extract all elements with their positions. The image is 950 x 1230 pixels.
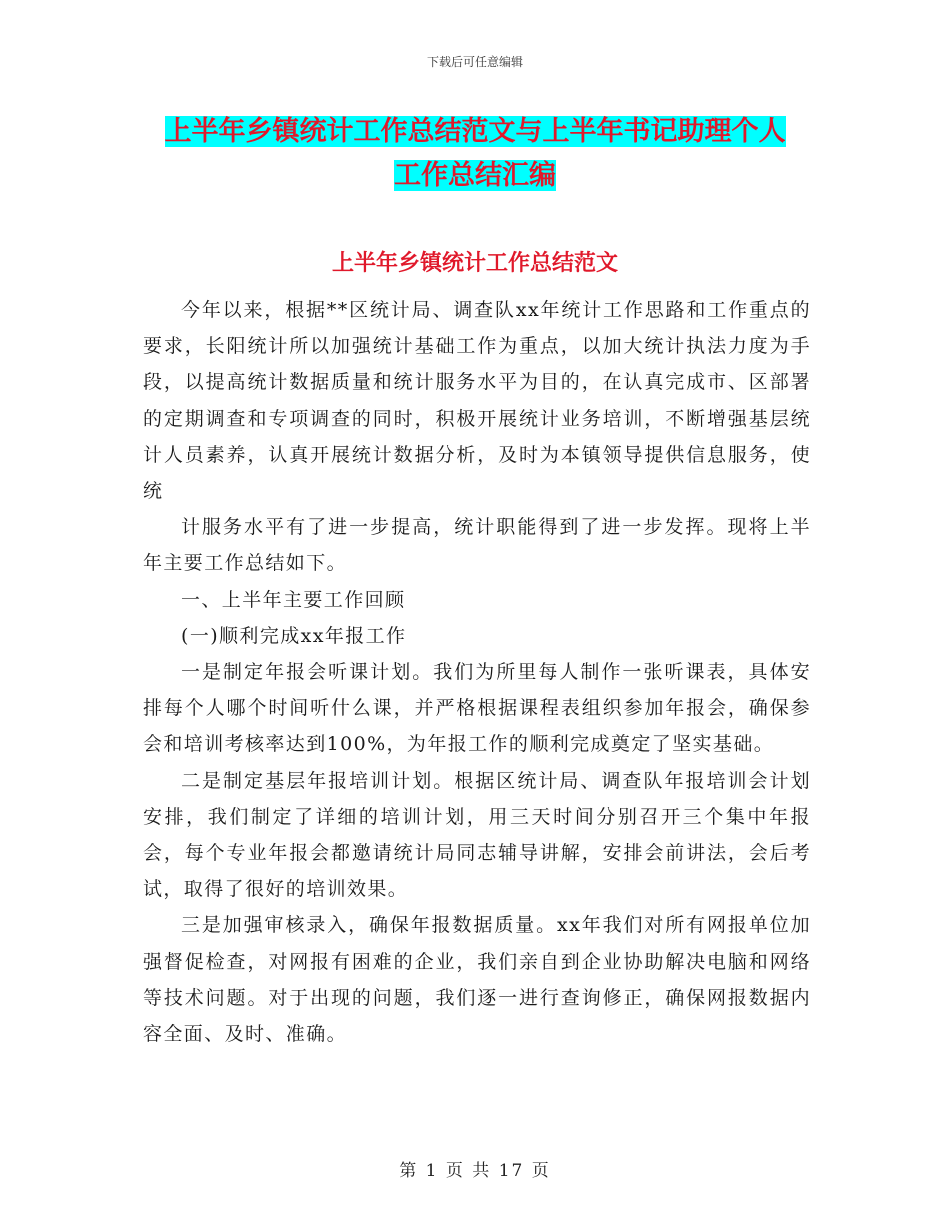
heading-review: 一、上半年主要工作回顾 bbox=[181, 588, 406, 611]
document-title-line-1: 上半年乡镇统计工作总结范文与上半年书记助理个人 bbox=[164, 116, 786, 147]
paragraph-point-three: 三是加强审核录入，确保年报数据质量。xx年我们对所有网报单位加强督促检查，对网报有困难的企业，我们亲自到企业协助解决电脑和网络等技术问题。对于出现的问题，我们逐一进行查询修正，确保网报数据内容全面、及时、准确。 bbox=[143, 914, 811, 1046]
subheading-annual-report: (一)顺利完成xx年报工作 bbox=[181, 624, 407, 647]
document-title-line-2: 工作总结汇编 bbox=[394, 160, 556, 191]
page-footer: 第 1 页 共 17 页 bbox=[399, 1161, 551, 1181]
document-title bbox=[150, 110, 800, 198]
paragraph-point-one: 一是制定年报会听课计划。我们为所里每人制作一张听课表，具体安排每个人哪个时间听什么课，并严格根据课程表组织参加年报会，确保参会和培训考核率达到100%，为年报工作的顺利完成奠定了坚实基础。 bbox=[143, 661, 811, 756]
paragraph-summary-lead: 计服务水平有了进一步提高，统计职能得到了进一步发挥。现将上半年主要工作总结如下。 bbox=[143, 516, 811, 575]
header-note: 下载后可任意编辑 bbox=[426, 55, 523, 69]
section-title: 上半年乡镇统计工作总结范文 bbox=[331, 251, 618, 276]
paragraph-point-two: 二是制定基层年报培训计划。根据区统计局、调查队年报培训会计划安排，我们制定了详细的培训计划，用三天时间分别召开三个集中年报会，每个专业年报会都邀请统计局同志辅导讲解，安排会前讲法，会后考试，取得了很好的培训效果。 bbox=[143, 769, 811, 901]
document-body bbox=[143, 292, 811, 1052]
paragraph-intro: 今年以来，根据**区统计局、调查队xx年统计工作思路和工作重点的要求，长阳统计所以加强统计基础工作为重点，以加大统计执法力度为手段，以提高统计数据质量和统计服务水平为目的，在认真完成市、区部署的定期调查和专项调查的同时，积极开展统计业务培训，不断增强基层统计人员素养，认真开展统计数据分析，及时为本镇领导提供信息服务，使统 bbox=[143, 299, 811, 503]
